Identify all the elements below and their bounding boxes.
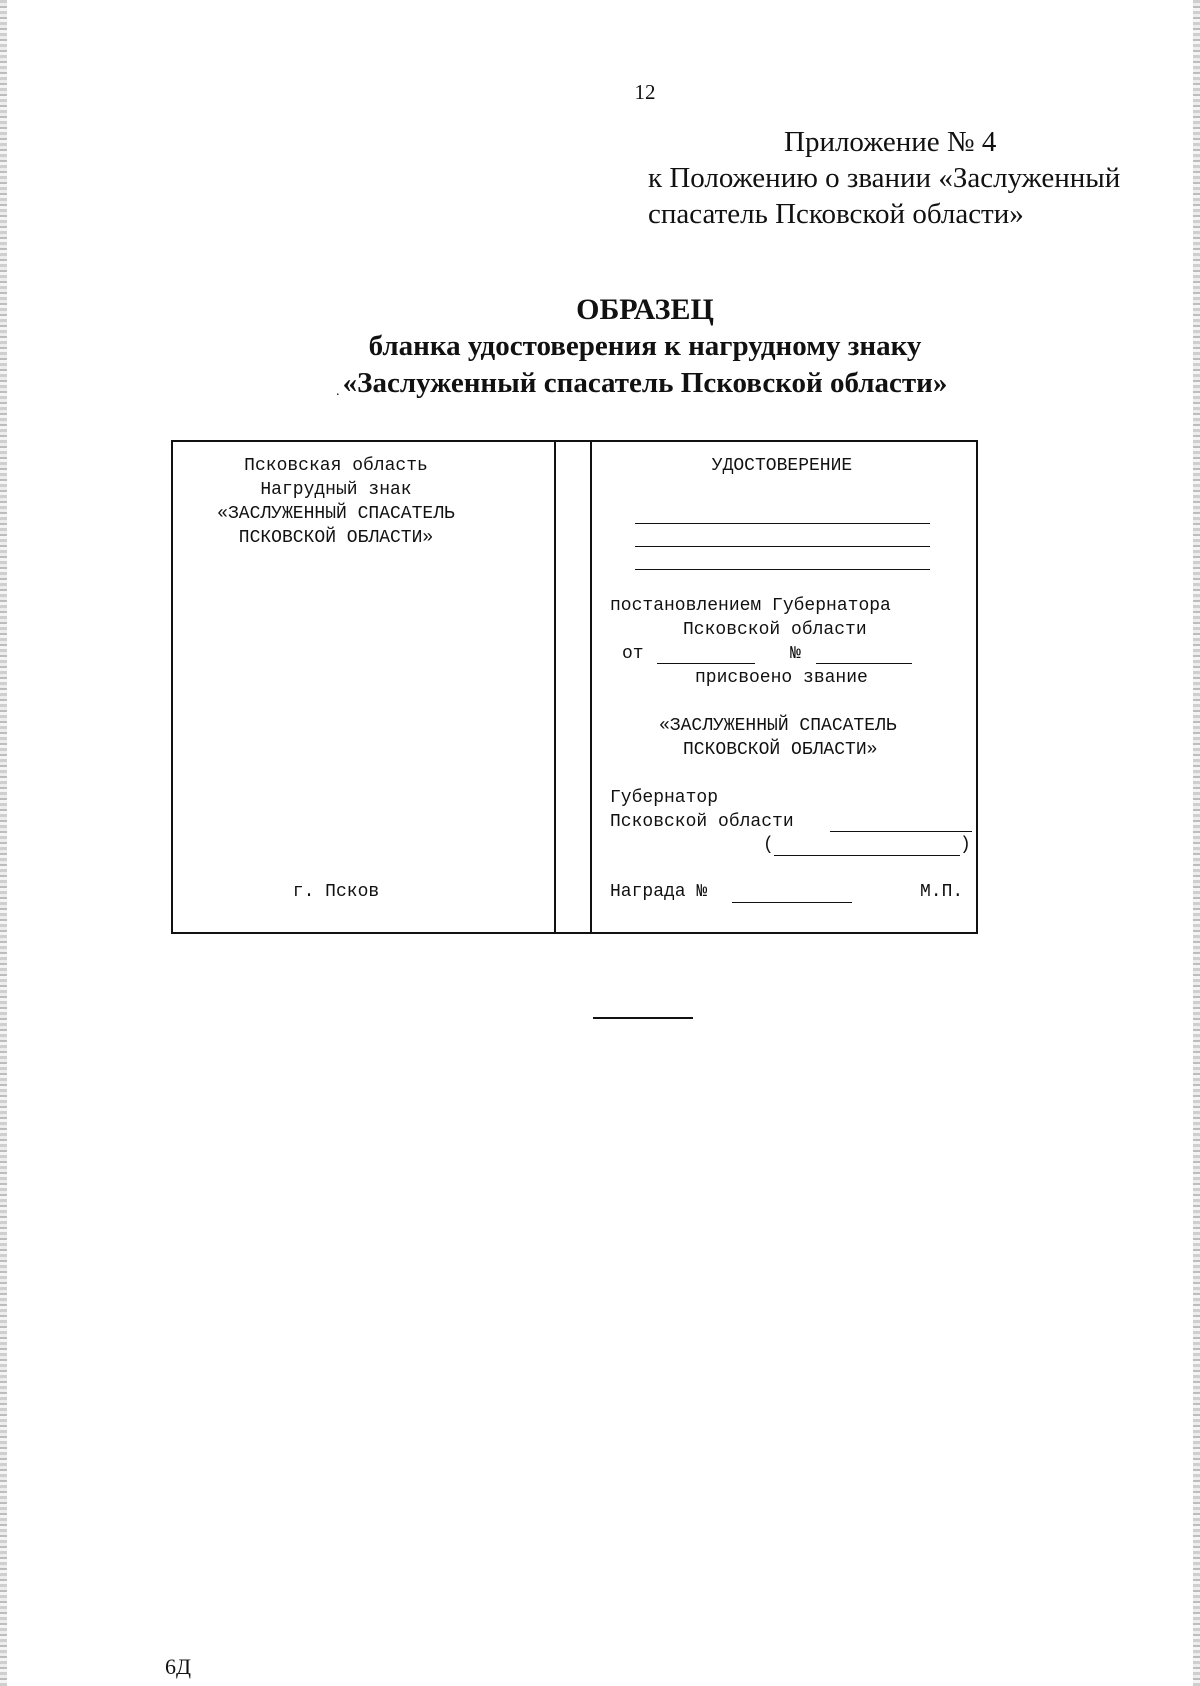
name-line-3	[635, 569, 930, 570]
heading-line-1: бланка удостоверения к нагрудному знаку	[368, 330, 922, 362]
heading-line-2: «Заслуженный спасатель Псковской области»	[342, 367, 948, 399]
page-number: 12	[634, 80, 656, 104]
decree-number-line	[816, 663, 912, 664]
decree-line-1: постановлением Губернатора	[610, 596, 891, 616]
appendix-line-1: к Положению о звании «Заслуженный	[648, 162, 1121, 194]
left-region: Псковская область	[244, 456, 428, 476]
governor-line-1: Губернатор	[610, 788, 719, 808]
from-label: от	[622, 644, 644, 664]
left-city: г. Псков	[292, 882, 380, 902]
form-left-panel	[173, 442, 556, 932]
left-title-line-2: ПСКОВСКОЙ ОБЛАСТИ»	[238, 528, 434, 548]
left-title-line-1: «ЗАСЛУЖЕННЫЙ СПАСАТЕЛЬ	[217, 504, 455, 524]
certificate-form	[171, 440, 978, 934]
date-line	[657, 663, 755, 664]
governor-line-2: Псковской области	[610, 812, 794, 832]
footer-code: 6Д	[165, 1654, 192, 1679]
seal-label: М.П.	[920, 882, 964, 902]
right-heading: УДОСТОВЕРЕНИЕ	[711, 456, 853, 476]
form-right-panel	[592, 442, 976, 932]
paren-open: (	[763, 835, 774, 855]
signature-line	[830, 831, 972, 832]
assigned-label: присвоено звание	[695, 668, 868, 688]
appendix-block	[648, 124, 1120, 232]
stray-mark: .	[336, 384, 340, 399]
right-title-line-1: «ЗАСЛУЖЕННЫЙ СПАСАТЕЛЬ	[659, 716, 897, 736]
form-spine	[556, 442, 592, 932]
scan-edge-right	[1193, 0, 1200, 1686]
name-line-2	[635, 546, 930, 547]
award-number-line	[732, 902, 852, 903]
right-title-line-2: ПСКОВСКОЙ ОБЛАСТИ»	[683, 740, 878, 760]
appendix-title: Приложение № 4	[784, 126, 997, 158]
decree-line-2: Псковской области	[683, 620, 867, 640]
heading-main: ОБРАЗЕЦ	[576, 293, 714, 326]
scan-edge-left	[0, 0, 7, 1686]
closing-rule	[593, 1017, 693, 1019]
signature-name-line	[774, 855, 960, 856]
left-badge: Нагрудный знак	[260, 480, 412, 500]
document-heading	[0, 292, 1200, 401]
name-line-1	[635, 523, 930, 524]
number-sign: №	[790, 644, 801, 664]
award-label: Награда №	[610, 882, 708, 902]
appendix-line-2: спасатель Псковской области»	[648, 198, 1024, 230]
paren-close: )	[960, 835, 971, 855]
